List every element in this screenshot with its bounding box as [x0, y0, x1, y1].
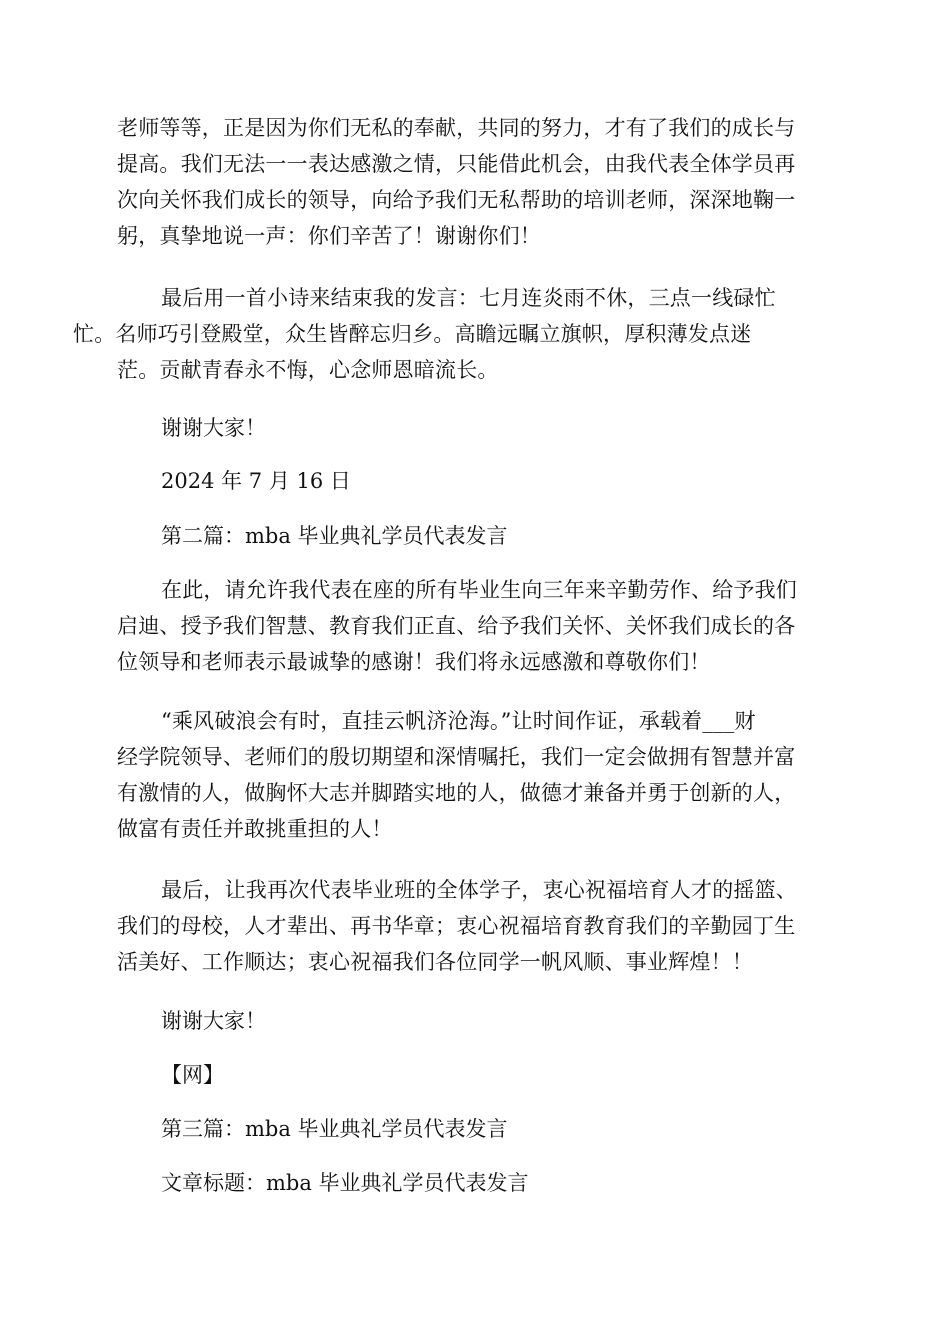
thanks-line: 谢谢大家！	[161, 416, 266, 440]
paragraph-blessings	[117, 872, 837, 980]
text-line: 茫。贡献青春永不悔，心念师恩暗流长。	[117, 358, 499, 382]
text-line: 有激情的人，做胸怀大志并脚踏实地的人，做德才兼备并勇于创新的人，	[117, 781, 796, 805]
text-line: 老师等等，正是因为你们无私的奉献，共同的努力，才有了我们的成长与	[117, 116, 796, 140]
paragraph-gratitude	[117, 110, 837, 254]
text-line: 启迪、授予我们智慧、教育我们正直、给予我们关怀、关怀我们成长的各	[117, 614, 796, 638]
text-line: 次向关怀我们成长的领导，向给予我们无私帮助的培训老师，深深地鞠一	[117, 188, 796, 212]
paragraph-poem	[73, 280, 837, 388]
source-bracket: 【网】	[161, 1063, 224, 1087]
paragraph-quote	[117, 703, 837, 847]
text-line: 忙。名师巧引登殿堂，众生皆醉忘归乡。高瞻远瞩立旗帜，厚积薄发点迷	[73, 322, 752, 346]
article-title-line: 文章标题：mba 毕业典礼学员代表发言	[161, 1171, 529, 1195]
text-line: 做富有责任并敢挑重担的人！	[117, 817, 393, 841]
text-line: 经学院领导、老师们的殷切期望和深情嘱托，我们一定会做拥有智慧并富	[117, 745, 796, 769]
section-heading-3: 第三篇：mba 毕业典礼学员代表发言	[161, 1117, 508, 1141]
text-line: “乘风破浪会有时，直挂云帆济沧海。”让时间作证，承载着___财	[161, 709, 756, 733]
text-line: 最后用一首小诗来结束我的发言：七月连炎雨不休，三点一线碌忙	[161, 286, 776, 310]
section-heading-2: 第二篇：mba 毕业典礼学员代表发言	[161, 524, 508, 548]
text-line: 我们的母校，人才辈出、再书华章；衷心祝福培育教育我们的辛勤园丁生	[117, 914, 796, 938]
text-line: 提高。我们无法一一表达感激之情，只能借此机会，由我代表全体学员再	[117, 152, 796, 176]
text-line: 活美好、工作顺达；衷心祝福我们各位同学一帆风顺、事业辉煌！！	[117, 950, 753, 974]
thanks-line-2: 谢谢大家！	[161, 1009, 266, 1033]
text-line: 在此，请允许我代表在座的所有毕业生向三年来辛勤劳作、给予我们	[161, 578, 797, 602]
text-line: 最后，让我再次代表毕业班的全体学子，衷心祝福培育人才的摇篮、	[161, 878, 797, 902]
text-line: 位领导和老师表示最诚挚的感谢！我们将永远感激和尊敬你们！	[117, 650, 711, 674]
date-line: 2024 年 7 月 16 日	[161, 469, 351, 493]
text-line: 躬，真挚地说一声：你们辛苦了！谢谢你们！	[117, 224, 541, 248]
paragraph-thanks-leaders	[117, 572, 837, 680]
